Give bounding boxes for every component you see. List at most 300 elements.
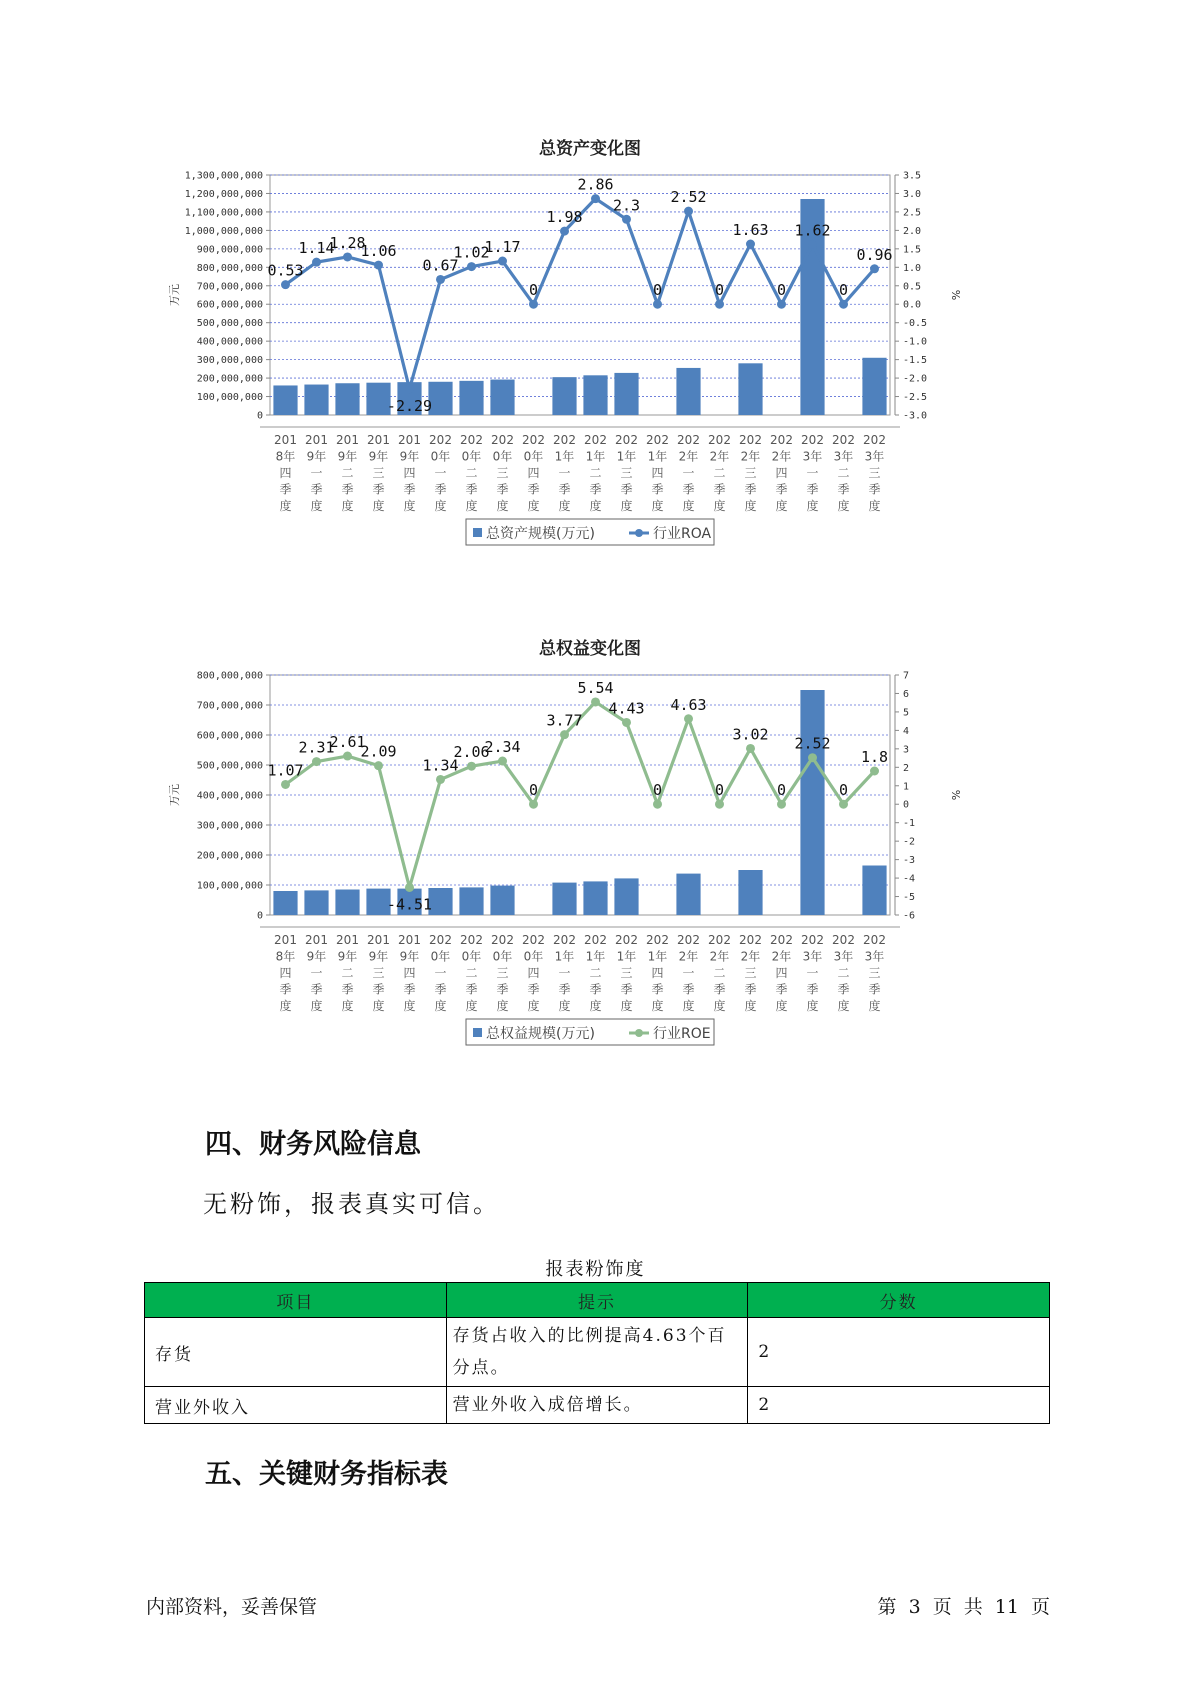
data-label: 2.31 bbox=[298, 738, 335, 757]
category-label: 度 bbox=[558, 999, 571, 1013]
legend-bar-swatch bbox=[473, 1028, 482, 1037]
category-label: 一 bbox=[434, 966, 447, 980]
row-score: 2 bbox=[748, 1387, 1050, 1424]
category-label: 201 bbox=[367, 933, 390, 947]
right-tick-label: 2 bbox=[903, 762, 910, 774]
data-label: 0 bbox=[652, 781, 663, 800]
category-label: 度 bbox=[682, 999, 695, 1013]
category-label: 9年 bbox=[399, 949, 420, 964]
right-tick-label: 1 bbox=[903, 781, 910, 793]
category-label: 度 bbox=[434, 499, 447, 513]
category-label: 201 bbox=[305, 933, 328, 947]
category-label: 二 bbox=[341, 466, 354, 480]
data-label: 2.09 bbox=[360, 742, 397, 761]
data-label: 4.43 bbox=[608, 699, 645, 718]
category-label: 202 bbox=[553, 933, 576, 947]
footer-confidential: 内部资料，妥善保管 bbox=[146, 1596, 318, 1618]
data-label: 0 bbox=[528, 781, 539, 800]
category-label: 3年 bbox=[833, 449, 854, 464]
category-label: 0年 bbox=[430, 949, 451, 964]
line-point bbox=[374, 761, 383, 770]
right-axis-label: % bbox=[949, 789, 962, 801]
category-label: 季 bbox=[279, 982, 292, 997]
category-label: 季 bbox=[465, 482, 478, 497]
category-label: 202 bbox=[491, 933, 514, 947]
row-hint: 营业外收入成倍增长。 bbox=[446, 1387, 748, 1424]
table-row bbox=[145, 1318, 1050, 1387]
bar bbox=[614, 878, 638, 915]
category-label: 一 bbox=[558, 466, 571, 480]
category-label: 度 bbox=[372, 999, 385, 1013]
data-label: 2.86 bbox=[577, 175, 614, 194]
category-label: 三 bbox=[744, 966, 757, 980]
data-label: 1.8 bbox=[860, 748, 889, 766]
line-point bbox=[684, 714, 693, 723]
line-point bbox=[777, 300, 786, 309]
footer-page-number: 第 3 页 共 11 页 bbox=[877, 1596, 1050, 1618]
category-label: 季 bbox=[682, 482, 695, 497]
line-point bbox=[653, 800, 662, 809]
line-point bbox=[653, 300, 662, 309]
category-label: 2年 bbox=[709, 949, 730, 964]
category-label: 度 bbox=[589, 499, 602, 513]
category-label: 202 bbox=[460, 933, 483, 947]
category-label: 202 bbox=[863, 933, 886, 947]
data-label: 4.63 bbox=[670, 695, 707, 714]
category-label: 度 bbox=[775, 499, 788, 513]
right-tick-label: -1.0 bbox=[903, 336, 928, 348]
bar bbox=[552, 377, 576, 415]
legend-line-label: 行业ROA bbox=[653, 526, 712, 542]
category-label: 季 bbox=[682, 982, 695, 997]
category-label: 202 bbox=[584, 933, 607, 947]
category-label: 0年 bbox=[523, 449, 544, 464]
left-tick-label: 1,100,000,000 bbox=[184, 207, 263, 219]
category-label: 二 bbox=[713, 966, 726, 980]
category-label: 202 bbox=[460, 433, 483, 447]
left-tick-label: 400,000,000 bbox=[196, 790, 263, 802]
line-point bbox=[777, 800, 786, 809]
category-label: 0年 bbox=[523, 949, 544, 964]
total-equity-chart bbox=[170, 630, 1030, 1100]
category-label: 季 bbox=[434, 482, 447, 497]
category-label: 2年 bbox=[740, 449, 761, 464]
right-tick-label: -3.0 bbox=[903, 410, 928, 422]
legend-bar-label: 总权益规模(万元) bbox=[486, 1026, 595, 1042]
data-label: 0.67 bbox=[422, 256, 459, 275]
category-label: 季 bbox=[558, 982, 571, 997]
category-label: 202 bbox=[863, 433, 886, 447]
data-label: 5.54 bbox=[577, 678, 614, 697]
right-tick-label: 3.5 bbox=[903, 170, 922, 182]
category-label: 季 bbox=[372, 982, 385, 997]
category-label: 季 bbox=[837, 482, 850, 497]
header-score: 分数 bbox=[748, 1283, 1050, 1318]
category-label: 三 bbox=[372, 466, 385, 480]
line-point bbox=[715, 300, 724, 309]
line-point bbox=[529, 800, 538, 809]
category-label: 三 bbox=[868, 466, 881, 480]
category-label: 四 bbox=[527, 966, 540, 980]
data-label: 1.06 bbox=[360, 242, 397, 261]
data-label: 2.52 bbox=[670, 188, 707, 207]
category-label: 度 bbox=[651, 999, 664, 1013]
legend-line-marker bbox=[635, 529, 643, 537]
chart-svg bbox=[170, 130, 1030, 600]
line-point bbox=[312, 757, 321, 766]
data-label: 0.53 bbox=[267, 261, 304, 280]
bar bbox=[304, 890, 328, 915]
category-label: 202 bbox=[739, 933, 762, 947]
line-point bbox=[808, 753, 817, 762]
right-tick-label: -4 bbox=[903, 873, 916, 885]
category-label: 二 bbox=[341, 966, 354, 980]
data-label: 3.02 bbox=[732, 725, 769, 744]
category-label: 季 bbox=[651, 482, 664, 497]
category-label: 度 bbox=[434, 999, 447, 1013]
category-label: 1年 bbox=[585, 449, 606, 464]
table-header-row bbox=[145, 1283, 1050, 1318]
category-label: 201 bbox=[367, 433, 390, 447]
data-label: 2.3 bbox=[612, 196, 641, 215]
data-label: 0 bbox=[714, 781, 725, 800]
category-label: 202 bbox=[522, 933, 545, 947]
line-point bbox=[312, 258, 321, 267]
line-point bbox=[560, 730, 569, 739]
data-label: 1.63 bbox=[732, 221, 769, 240]
line-point bbox=[467, 262, 476, 271]
category-label: 2年 bbox=[771, 449, 792, 464]
category-label: 0年 bbox=[492, 449, 513, 464]
category-label: 季 bbox=[372, 482, 385, 497]
category-label: 季 bbox=[341, 982, 354, 997]
line-point bbox=[281, 280, 290, 289]
data-label: -2.29 bbox=[386, 396, 433, 415]
chart-svg bbox=[170, 630, 1030, 1100]
category-label: 201 bbox=[336, 433, 359, 447]
category-label: 季 bbox=[806, 982, 819, 997]
category-label: 3年 bbox=[864, 949, 885, 964]
category-label: 1年 bbox=[554, 949, 575, 964]
line-point bbox=[281, 780, 290, 789]
right-tick-label: 0.0 bbox=[903, 299, 922, 311]
bar bbox=[552, 883, 576, 915]
row-item: 存货 bbox=[145, 1318, 447, 1387]
category-label: 度 bbox=[868, 999, 881, 1013]
category-label: 四 bbox=[403, 966, 416, 980]
category-label: 四 bbox=[279, 966, 292, 980]
risk-summary: 无粉饰，报表真实可信。 bbox=[203, 1190, 500, 1218]
left-tick-label: 500,000,000 bbox=[196, 318, 263, 330]
category-label: 二 bbox=[837, 466, 850, 480]
left-tick-label: 100,000,000 bbox=[196, 880, 263, 892]
category-label: 202 bbox=[739, 433, 762, 447]
category-label: 202 bbox=[646, 433, 669, 447]
bar bbox=[614, 373, 638, 415]
category-label: 季 bbox=[589, 982, 602, 997]
left-tick-label: 800,000,000 bbox=[196, 262, 263, 274]
category-label: 度 bbox=[465, 999, 478, 1013]
right-tick-label: -2.5 bbox=[903, 392, 928, 404]
category-label: 201 bbox=[398, 933, 421, 947]
category-label: 3年 bbox=[802, 949, 823, 964]
line-point bbox=[684, 207, 693, 216]
legend-bar-swatch bbox=[473, 528, 482, 537]
row-item: 营业外收入 bbox=[145, 1387, 447, 1424]
category-label: 9年 bbox=[399, 449, 420, 464]
left-tick-label: 1,000,000,000 bbox=[184, 225, 263, 237]
category-label: 三 bbox=[372, 966, 385, 980]
line-point bbox=[343, 752, 352, 761]
data-label: 2.52 bbox=[794, 734, 831, 753]
bar bbox=[583, 375, 607, 415]
category-label: 三 bbox=[496, 966, 509, 980]
category-label: 度 bbox=[713, 999, 726, 1013]
category-label: 8年 bbox=[275, 449, 296, 464]
category-label: 度 bbox=[806, 999, 819, 1013]
category-label: 2年 bbox=[678, 949, 699, 964]
data-label: 2.34 bbox=[484, 738, 521, 757]
right-tick-label: 4 bbox=[903, 725, 910, 737]
category-label: 度 bbox=[372, 499, 385, 513]
bar bbox=[490, 886, 514, 915]
category-label: 3年 bbox=[833, 949, 854, 964]
line-point bbox=[467, 762, 476, 771]
right-tick-label: -3 bbox=[903, 855, 916, 867]
category-label: 四 bbox=[651, 466, 664, 480]
category-label: 季 bbox=[434, 982, 447, 997]
bar bbox=[273, 891, 297, 915]
data-label: 1.98 bbox=[546, 208, 583, 227]
data-label: 1.34 bbox=[422, 756, 459, 775]
category-label: 度 bbox=[310, 999, 323, 1013]
category-label: 度 bbox=[589, 999, 602, 1013]
category-label: 三 bbox=[496, 466, 509, 480]
line-point bbox=[591, 194, 600, 203]
category-label: 度 bbox=[713, 499, 726, 513]
category-label: 度 bbox=[465, 499, 478, 513]
bar bbox=[335, 890, 359, 916]
data-label: 0 bbox=[838, 281, 849, 300]
line-point bbox=[343, 252, 352, 261]
left-tick-label: 800,000,000 bbox=[196, 670, 263, 682]
category-label: 202 bbox=[801, 433, 824, 447]
category-label: 202 bbox=[615, 433, 638, 447]
bar bbox=[676, 874, 700, 915]
category-label: 202 bbox=[708, 933, 731, 947]
right-tick-label: 3.0 bbox=[903, 188, 922, 200]
left-tick-label: 200,000,000 bbox=[196, 373, 263, 385]
line-point bbox=[870, 264, 879, 273]
header-item: 项目 bbox=[145, 1283, 447, 1318]
bar bbox=[335, 383, 359, 415]
category-label: 四 bbox=[651, 966, 664, 980]
category-label: 三 bbox=[620, 966, 633, 980]
category-label: 201 bbox=[274, 933, 297, 947]
left-tick-label: 600,000,000 bbox=[196, 299, 263, 311]
category-label: 四 bbox=[775, 466, 788, 480]
data-label: 0 bbox=[776, 281, 787, 300]
line-point bbox=[436, 775, 445, 784]
category-label: 季 bbox=[806, 482, 819, 497]
category-label: 201 bbox=[274, 433, 297, 447]
left-tick-label: 0 bbox=[256, 910, 263, 922]
category-label: 8年 bbox=[275, 949, 296, 964]
data-label: 0 bbox=[528, 281, 539, 300]
data-label: 2.61 bbox=[329, 733, 366, 752]
category-label: 四 bbox=[403, 466, 416, 480]
category-label: 二 bbox=[589, 966, 602, 980]
category-label: 度 bbox=[868, 499, 881, 513]
right-tick-label: 1.5 bbox=[903, 244, 922, 256]
category-label: 季 bbox=[558, 482, 571, 497]
data-label: 3.77 bbox=[546, 711, 583, 730]
category-label: 度 bbox=[558, 499, 571, 513]
left-tick-label: 200,000,000 bbox=[196, 850, 263, 862]
category-label: 202 bbox=[429, 933, 452, 947]
category-label: 1年 bbox=[616, 949, 637, 964]
category-label: 季 bbox=[310, 982, 323, 997]
category-label: 季 bbox=[589, 482, 602, 497]
legend-line-marker bbox=[635, 1029, 643, 1037]
category-label: 202 bbox=[677, 933, 700, 947]
right-tick-label: 1.0 bbox=[903, 262, 922, 274]
category-label: 季 bbox=[403, 482, 416, 497]
row-score: 2 bbox=[748, 1318, 1050, 1387]
category-label: 202 bbox=[429, 433, 452, 447]
category-label: 季 bbox=[279, 482, 292, 497]
right-tick-label: -0.5 bbox=[903, 318, 928, 330]
risk-table bbox=[144, 1282, 1050, 1424]
data-label: 1.14 bbox=[298, 239, 335, 258]
category-label: 201 bbox=[398, 433, 421, 447]
right-tick-label: -5 bbox=[903, 892, 916, 904]
left-tick-label: 1,200,000,000 bbox=[184, 188, 263, 200]
category-label: 度 bbox=[775, 999, 788, 1013]
category-label: 3年 bbox=[864, 449, 885, 464]
category-label: 度 bbox=[279, 999, 292, 1013]
category-label: 三 bbox=[620, 466, 633, 480]
bar bbox=[800, 690, 824, 915]
left-tick-label: 1,300,000,000 bbox=[184, 170, 263, 182]
data-label: 1.17 bbox=[484, 238, 521, 257]
right-tick-label: 2.0 bbox=[903, 225, 922, 237]
category-label: 202 bbox=[615, 933, 638, 947]
legend-bar-label: 总资产规模(万元) bbox=[486, 526, 595, 542]
category-label: 二 bbox=[465, 466, 478, 480]
category-label: 9年 bbox=[306, 449, 327, 464]
category-label: 二 bbox=[465, 966, 478, 980]
category-label: 度 bbox=[527, 999, 540, 1013]
category-label: 度 bbox=[403, 499, 416, 513]
category-label: 度 bbox=[620, 999, 633, 1013]
data-label: -4.51 bbox=[386, 895, 433, 914]
category-label: 202 bbox=[832, 433, 855, 447]
category-label: 3年 bbox=[802, 449, 823, 464]
data-label: 0 bbox=[714, 281, 725, 300]
category-label: 三 bbox=[744, 466, 757, 480]
right-axis-label: % bbox=[949, 289, 962, 301]
line-point bbox=[374, 261, 383, 270]
category-label: 四 bbox=[527, 466, 540, 480]
category-label: 度 bbox=[744, 999, 757, 1013]
line-point bbox=[715, 800, 724, 809]
right-tick-label: 6 bbox=[903, 688, 910, 700]
right-tick-label: 0.5 bbox=[903, 281, 922, 293]
line-point bbox=[808, 240, 817, 249]
category-label: 季 bbox=[651, 982, 664, 997]
category-label: 季 bbox=[341, 482, 354, 497]
category-label: 2年 bbox=[740, 949, 761, 964]
category-label: 一 bbox=[806, 466, 819, 480]
line-point bbox=[746, 240, 755, 249]
category-label: 二 bbox=[713, 466, 726, 480]
category-label: 度 bbox=[651, 499, 664, 513]
line-point bbox=[498, 257, 507, 266]
row-hint: 存货占收入的比例提高4.63个百分点。 bbox=[446, 1318, 748, 1387]
category-label: 0年 bbox=[461, 449, 482, 464]
right-tick-label: 0 bbox=[903, 799, 910, 811]
category-label: 201 bbox=[305, 433, 328, 447]
left-tick-label: 0 bbox=[256, 410, 263, 422]
category-label: 季 bbox=[775, 982, 788, 997]
bar bbox=[583, 881, 607, 915]
category-label: 2年 bbox=[709, 449, 730, 464]
data-label: 0 bbox=[838, 781, 849, 800]
category-label: 三 bbox=[868, 966, 881, 980]
category-label: 度 bbox=[310, 499, 323, 513]
category-label: 度 bbox=[403, 999, 416, 1013]
bar bbox=[459, 887, 483, 915]
category-label: 季 bbox=[496, 982, 509, 997]
category-label: 9年 bbox=[337, 449, 358, 464]
category-label: 季 bbox=[527, 982, 540, 997]
table-row bbox=[145, 1387, 1050, 1424]
category-label: 202 bbox=[491, 433, 514, 447]
category-label: 202 bbox=[553, 433, 576, 447]
right-tick-label: 7 bbox=[903, 670, 910, 682]
left-tick-label: 300,000,000 bbox=[196, 820, 263, 832]
data-label: 0.96 bbox=[856, 245, 893, 264]
category-label: 0年 bbox=[461, 949, 482, 964]
category-label: 季 bbox=[775, 482, 788, 497]
category-label: 季 bbox=[744, 482, 757, 497]
category-label: 202 bbox=[677, 433, 700, 447]
right-tick-label: -2 bbox=[903, 836, 916, 848]
category-label: 1年 bbox=[585, 949, 606, 964]
category-label: 一 bbox=[310, 466, 323, 480]
category-label: 季 bbox=[744, 982, 757, 997]
right-tick-label: 3 bbox=[903, 744, 910, 756]
line-point bbox=[622, 215, 631, 224]
category-label: 季 bbox=[837, 982, 850, 997]
category-label: 202 bbox=[770, 433, 793, 447]
right-tick-label: -6 bbox=[903, 910, 916, 922]
category-label: 一 bbox=[682, 466, 695, 480]
category-label: 202 bbox=[770, 933, 793, 947]
category-label: 201 bbox=[336, 933, 359, 947]
category-label: 度 bbox=[341, 499, 354, 513]
left-axis-label: 万元 bbox=[168, 784, 181, 806]
bar bbox=[490, 380, 514, 415]
category-label: 0年 bbox=[492, 949, 513, 964]
left-tick-label: 700,000,000 bbox=[196, 281, 263, 293]
category-label: 季 bbox=[868, 982, 881, 997]
category-label: 季 bbox=[310, 482, 323, 497]
right-tick-label: 5 bbox=[903, 707, 910, 719]
category-label: 度 bbox=[837, 499, 850, 513]
line-point bbox=[560, 227, 569, 236]
